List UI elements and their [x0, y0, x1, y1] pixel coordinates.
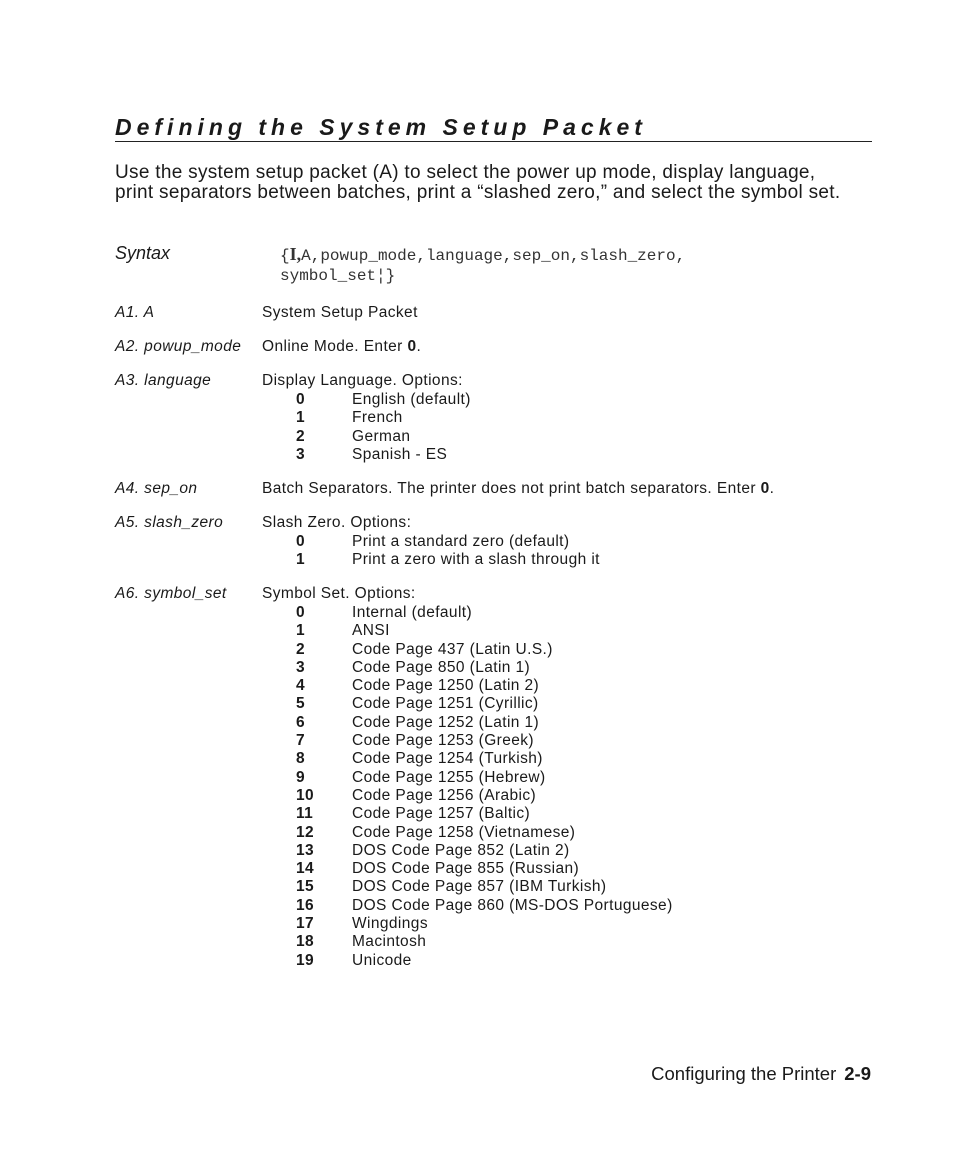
option-code: 14 — [296, 860, 315, 878]
slash-zero-options — [296, 533, 600, 570]
option-code: 13 — [296, 841, 315, 859]
option-item — [296, 714, 673, 732]
option-label: DOS Code Page 852 (Latin 2) — [352, 841, 570, 859]
option-item — [296, 622, 673, 640]
page-footer — [651, 1063, 871, 1085]
option-item — [296, 533, 600, 551]
option-label: Print a standard zero (default) — [352, 533, 570, 550]
option-code: 16 — [296, 896, 315, 914]
option-code: 1 — [296, 409, 306, 427]
option-label: Code Page 1254 (Turkish) — [352, 750, 543, 768]
option-code: 15 — [296, 878, 315, 896]
syntax-code — [280, 244, 685, 286]
option-item — [296, 732, 673, 750]
option-label: English (default) — [352, 391, 471, 408]
param-description: System Setup Packet — [262, 304, 418, 321]
option-item — [296, 677, 673, 695]
param-description — [262, 338, 421, 356]
param-label: A3. language — [115, 372, 212, 389]
option-label: DOS Code Page 855 (Russian) — [352, 860, 580, 878]
param-desc-value: 0 — [760, 480, 770, 497]
option-label: Code Page 850 (Latin 1) — [352, 658, 531, 676]
option-code: 1 — [296, 622, 306, 640]
option-label: Code Page 1255 (Hebrew) — [352, 768, 546, 786]
option-label: ANSI — [352, 622, 390, 640]
option-code: 10 — [296, 786, 315, 804]
param-label: A1. A — [115, 304, 155, 321]
syntax-line2: symbol_set — [280, 267, 377, 285]
param-description: Symbol Set. Options: — [262, 585, 416, 602]
syntax-label: Syntax — [115, 243, 171, 263]
option-item — [296, 897, 673, 915]
option-label: DOS Code Page 860 (MS-DOS Portuguese) — [352, 896, 673, 914]
option-code: 1 — [296, 551, 306, 569]
option-item — [296, 641, 673, 659]
option-code: 17 — [296, 915, 315, 933]
option-code: 2 — [296, 427, 306, 445]
page-title: Defining the System Setup Packet — [115, 114, 647, 140]
option-label: French — [352, 409, 403, 427]
param-description: Display Language. Options: — [262, 372, 463, 389]
syntax-line1: A,powup_mode,language,sep_on,slash_zero, — [301, 247, 686, 265]
option-code: 0 — [296, 604, 306, 621]
option-label: Macintosh — [352, 933, 427, 951]
option-code: 4 — [296, 677, 306, 695]
option-code: 7 — [296, 732, 306, 750]
option-label: Internal (default) — [352, 604, 473, 621]
option-code: 9 — [296, 768, 306, 786]
page-number: 2-9 — [844, 1063, 871, 1084]
option-label: Code Page 1250 (Latin 2) — [352, 677, 540, 695]
option-label: Code Page 1251 (Cyrillic) — [352, 695, 539, 713]
param-desc-text: Online Mode. Enter — [262, 338, 408, 355]
option-item — [296, 428, 471, 446]
option-code: 18 — [296, 933, 315, 951]
syntax-terminator: ¦} — [376, 267, 396, 285]
footer-section: Configuring the Printer — [651, 1063, 837, 1084]
syntax-open-brace: { — [280, 247, 290, 265]
option-code: 3 — [296, 658, 306, 676]
option-item — [296, 878, 673, 896]
option-code: 12 — [296, 823, 315, 841]
option-item — [296, 769, 673, 787]
option-item — [296, 409, 471, 427]
option-label: Unicode — [352, 951, 412, 969]
option-code: 5 — [296, 695, 306, 713]
option-item — [296, 952, 673, 970]
option-label: German — [352, 427, 411, 445]
option-label: Print a zero with a slash through it — [352, 551, 600, 569]
option-item — [296, 915, 673, 933]
option-label: Code Page 1252 (Latin 1) — [352, 713, 540, 731]
option-code: 2 — [296, 640, 306, 658]
param-description: Slash Zero. Options: — [262, 514, 412, 531]
option-item — [296, 787, 673, 805]
option-label: Spanish - ES — [352, 445, 448, 463]
option-code: 8 — [296, 750, 306, 768]
option-item — [296, 933, 673, 951]
symbol-set-options — [296, 604, 673, 970]
param-desc-text: Batch Separators. The printer does not print batch separators. Enter — [262, 480, 761, 497]
option-item — [296, 860, 673, 878]
option-item — [296, 391, 471, 409]
option-item — [296, 750, 673, 768]
option-label: Wingdings — [352, 915, 428, 933]
option-code: 6 — [296, 713, 306, 731]
option-item — [296, 824, 673, 842]
param-desc-end: . — [769, 480, 775, 497]
param-label: A2. powup_mode — [115, 338, 242, 355]
intro-paragraph: Use the system setup packet (A) to select the power up mode, display language, print separators between batches, print a “slashed zero,” and select the symbol set. — [115, 162, 841, 203]
language-options — [296, 391, 471, 464]
option-code: 0 — [296, 391, 306, 408]
option-label: Code Page 1256 (Arabic) — [352, 786, 537, 804]
option-code: 19 — [296, 951, 315, 969]
option-item — [296, 446, 471, 464]
option-item — [296, 551, 600, 569]
param-label: A5. slash_zero — [115, 514, 224, 531]
param-desc-end: . — [416, 338, 422, 355]
option-code: 11 — [296, 805, 314, 823]
option-item — [296, 842, 673, 860]
option-code: 0 — [296, 533, 306, 550]
param-label: A6. symbol_set — [115, 585, 227, 602]
param-desc-value: 0 — [407, 338, 417, 355]
option-item — [296, 604, 673, 622]
option-code: 3 — [296, 445, 306, 463]
option-label: Code Page 1257 (Baltic) — [352, 805, 531, 823]
syntax-command: I, — [289, 244, 302, 264]
option-label: Code Page 1258 (Vietnamese) — [352, 823, 576, 841]
option-item — [296, 659, 673, 677]
option-label: Code Page 1253 (Greek) — [352, 732, 534, 750]
title-rule — [115, 141, 872, 142]
param-description — [262, 480, 774, 498]
option-label: DOS Code Page 857 (IBM Turkish) — [352, 878, 607, 896]
option-item — [296, 805, 673, 823]
option-label: Code Page 437 (Latin U.S.) — [352, 640, 553, 658]
param-label: A4. sep_on — [115, 480, 198, 497]
option-item — [296, 695, 673, 713]
